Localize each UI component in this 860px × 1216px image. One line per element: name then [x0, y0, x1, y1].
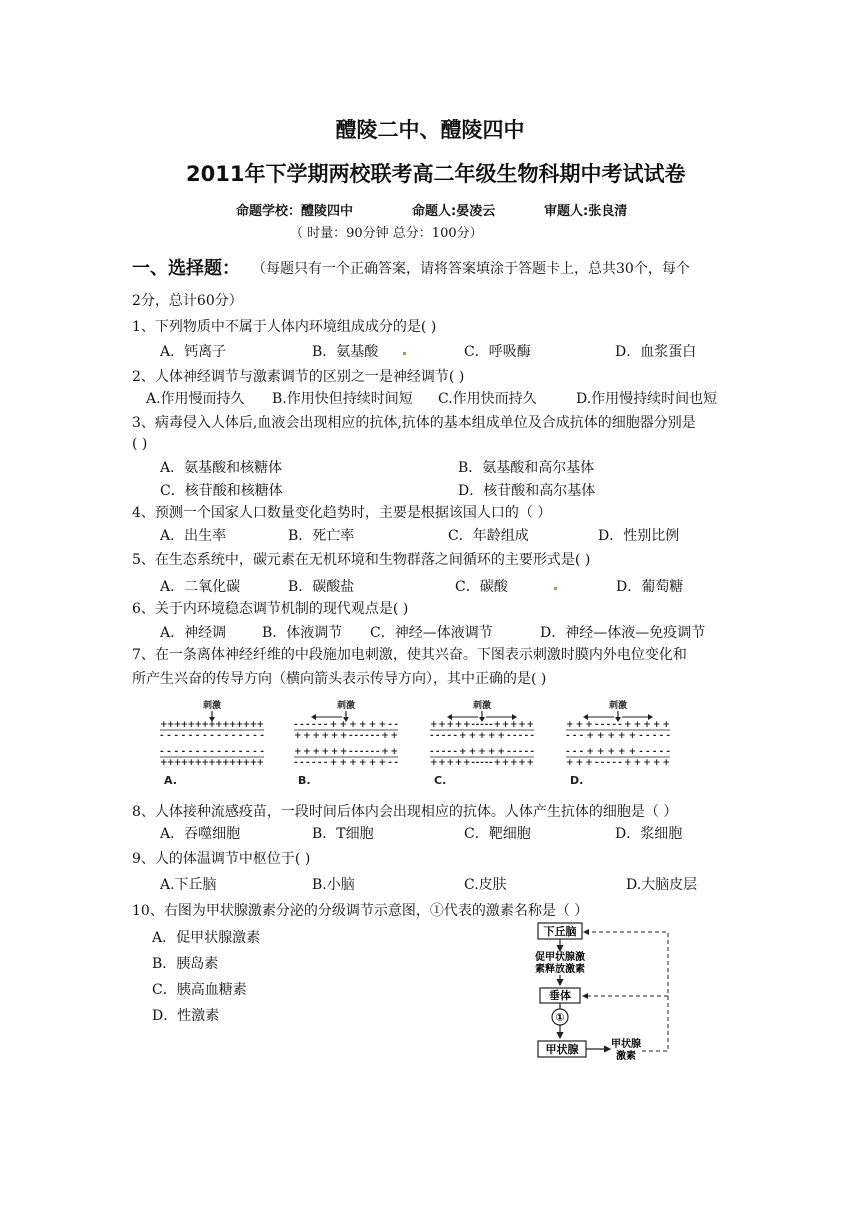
question-8-stem: 8、人体接种流感疫苗，一段时间后体内会出现相应的抗体。人体产生抗体的细胞是（ ）: [132, 804, 678, 820]
question-6-option-d: D．神经—体液—免疫调节: [540, 625, 706, 641]
hormone-1-label: ①: [555, 1011, 565, 1024]
charge-row: ---+++++-----: [566, 731, 670, 741]
question-2-option-d: D.作用慢持续时间也短: [576, 391, 718, 407]
panel-label: C.: [434, 774, 447, 787]
question-2-stem: 2、人体神经调节与激素调节的区别之一是神经调节( ): [132, 369, 465, 385]
exam-title: 2011年下学期两校联考高二年级生物科期中考试试卷: [186, 162, 686, 186]
charge-row: ------++++++--: [294, 720, 398, 730]
hypothalamus-label: 下丘脑: [543, 925, 577, 938]
panel-label: A.: [164, 774, 177, 787]
section-instruction: （每题只有一个正确答案，请将答案填涂于答题卡上，总共30个，每个: [252, 261, 690, 277]
question-3-option-d: D．核苷酸和高尔基体: [458, 483, 596, 499]
question-4-option-b: B．死亡率: [288, 528, 355, 544]
question-5-option-a: A．二氧化碳: [160, 579, 241, 595]
charge-row: ++++++------++: [294, 731, 398, 741]
question-1-option-b: B．氨基酸: [312, 344, 379, 360]
question-10-option-d: D．性激素: [152, 1008, 220, 1024]
charge-row: ------++++++--: [294, 758, 398, 768]
scan-dot: [403, 352, 406, 355]
question-9-stem: 9、人的体温调节中枢位于( ): [132, 851, 311, 867]
thyroid-hormone-label-2: 激素: [616, 1051, 636, 1062]
question-1-option-c: C．呼吸酶: [464, 344, 531, 360]
question-3-option-a: A．氨基酸和核糖体: [160, 460, 283, 476]
stimulus-label: 刺激: [202, 701, 222, 711]
question-1-stem: 1、下列物质中不属于人体内环境组成成分的是( ): [132, 319, 437, 335]
question-2-option-b: B.作用快但持续时间短: [272, 391, 413, 407]
pituitary-label: 垂体: [549, 989, 571, 1002]
question-9-option-c: C.皮肤: [464, 877, 507, 893]
question-10-option-a: A．促甲状腺激素: [152, 930, 261, 946]
author-label: 命题人:晏凌云: [412, 204, 496, 219]
question-8-option-b: B．T细胞: [312, 826, 374, 842]
panel-label: B.: [298, 774, 311, 787]
thyroid-regulation-diagram: [530, 918, 680, 1064]
trh-label-2: 素释放激素: [535, 964, 585, 975]
stimulus-label: 刺激: [336, 701, 356, 711]
section-instruction-cont: 2分，总计60分）: [132, 293, 243, 309]
question-10-option-c: C．胰高血糖素: [152, 982, 247, 998]
panel-label: D.: [570, 774, 584, 787]
section-title: 一、选择题：: [132, 258, 240, 279]
question-10-stem: 10、右图为甲状腺激素分泌的分级调节示意图，①代表的激素名称是（ ）: [132, 903, 589, 919]
question-6-option-b: B．体液调节: [262, 625, 343, 641]
scan-dot: [554, 587, 557, 590]
question-5-option-d: D．葡萄糖: [616, 579, 684, 595]
charge-row: +++-----+++++: [566, 720, 670, 730]
question-4-option-a: A．出生率: [160, 528, 227, 544]
question-3-stem: 3、病毒侵入人体后,血液会出现相应的抗体,抗体的基本组成单位及合成抗体的细胞器分别是: [132, 415, 696, 431]
question-5-option-b: B．碳酸盐: [288, 579, 355, 595]
question-2-option-a: A.作用慢而持久: [146, 391, 245, 407]
question-6-stem: 6、关于内环境稳态调节机制的现代观点是( ): [132, 601, 409, 617]
charge-row: -----+++++-----: [430, 731, 534, 741]
reviewer-label: 审题人:张良清: [544, 204, 628, 219]
question-9-option-a: A.下丘脑: [160, 877, 217, 893]
trh-label-1: 促甲状腺激: [535, 952, 585, 963]
question-1-option-d: D．血浆蛋白: [615, 344, 697, 360]
charge-row: +++++-----+++++: [430, 758, 534, 768]
question-2-option-c: C.作用快而持久: [438, 391, 537, 407]
question-7-stem: 7、在一条离体神经纤维的中段施加电刺激，使其兴奋。下图表示刺激时膜内外电位变化和: [132, 647, 687, 663]
question-7-stem-cont: 所产生兴奋的传导方向（横向箭头表示传导方向），其中正确的是( ): [132, 671, 547, 687]
question-3-option-c: C．核苷酸和核糖体: [160, 483, 283, 499]
school-title: 醴陵二中、醴陵四中: [335, 118, 525, 142]
stimulus-label: 刺激: [472, 701, 492, 711]
charge-row: +++++++++++++++: [160, 758, 264, 768]
question-8-option-d: D．浆细胞: [615, 826, 683, 842]
question-5-option-c: C．碳酸: [455, 579, 508, 595]
question-1-option-a: A．钙离子: [160, 344, 227, 360]
question-5-stem: 5、在生态系统中，碳元素在无机环境和生物群落之间循环的主要形式是( ): [132, 552, 591, 568]
charge-row: +++++++++++++++: [160, 720, 264, 730]
thyroid-label: 甲状腺: [545, 1043, 579, 1056]
question-6-option-a: A．神经调: [160, 625, 227, 641]
thyroid-hormone-label-1: 甲状腺: [611, 1039, 641, 1050]
school-label: 命题学校：醴陵四中: [236, 204, 354, 219]
charge-row: ---------------: [160, 747, 264, 757]
question-6-option-c: C．神经—体液调节: [370, 625, 493, 641]
charge-row: -----+++++-----: [430, 747, 534, 757]
nerve-fiber-figure: [152, 696, 682, 791]
question-4-option-d: D．性别比例: [598, 528, 680, 544]
question-8-option-a: A．吞噬细胞: [160, 826, 241, 842]
charge-row: ++++++------++: [294, 747, 398, 757]
question-3-stem-cont: ( ): [132, 436, 148, 452]
question-3-option-b: B．氨基酸和高尔基体: [458, 460, 595, 476]
question-8-option-c: C．靶细胞: [464, 826, 531, 842]
question-10-option-b: B．胰岛素: [152, 956, 219, 972]
charge-row: +++-----+++++: [566, 758, 670, 768]
charge-row: ---+++++-----: [566, 747, 670, 757]
stimulus-label: 刺激: [608, 701, 628, 711]
question-4-stem: 4、预测一个国家人口数量变化趋势时，主要是根据该国人口的（ ）: [132, 505, 552, 521]
time-score: （ 时量：90分钟 总分：100分）: [290, 226, 483, 241]
question-9-option-b: B.小脑: [312, 877, 355, 893]
question-9-option-d: D.大脑皮层: [626, 877, 698, 893]
charge-row: ---------------: [160, 731, 264, 741]
question-4-option-c: C．年龄组成: [448, 528, 529, 544]
charge-row: +++++-----+++++: [430, 720, 534, 730]
